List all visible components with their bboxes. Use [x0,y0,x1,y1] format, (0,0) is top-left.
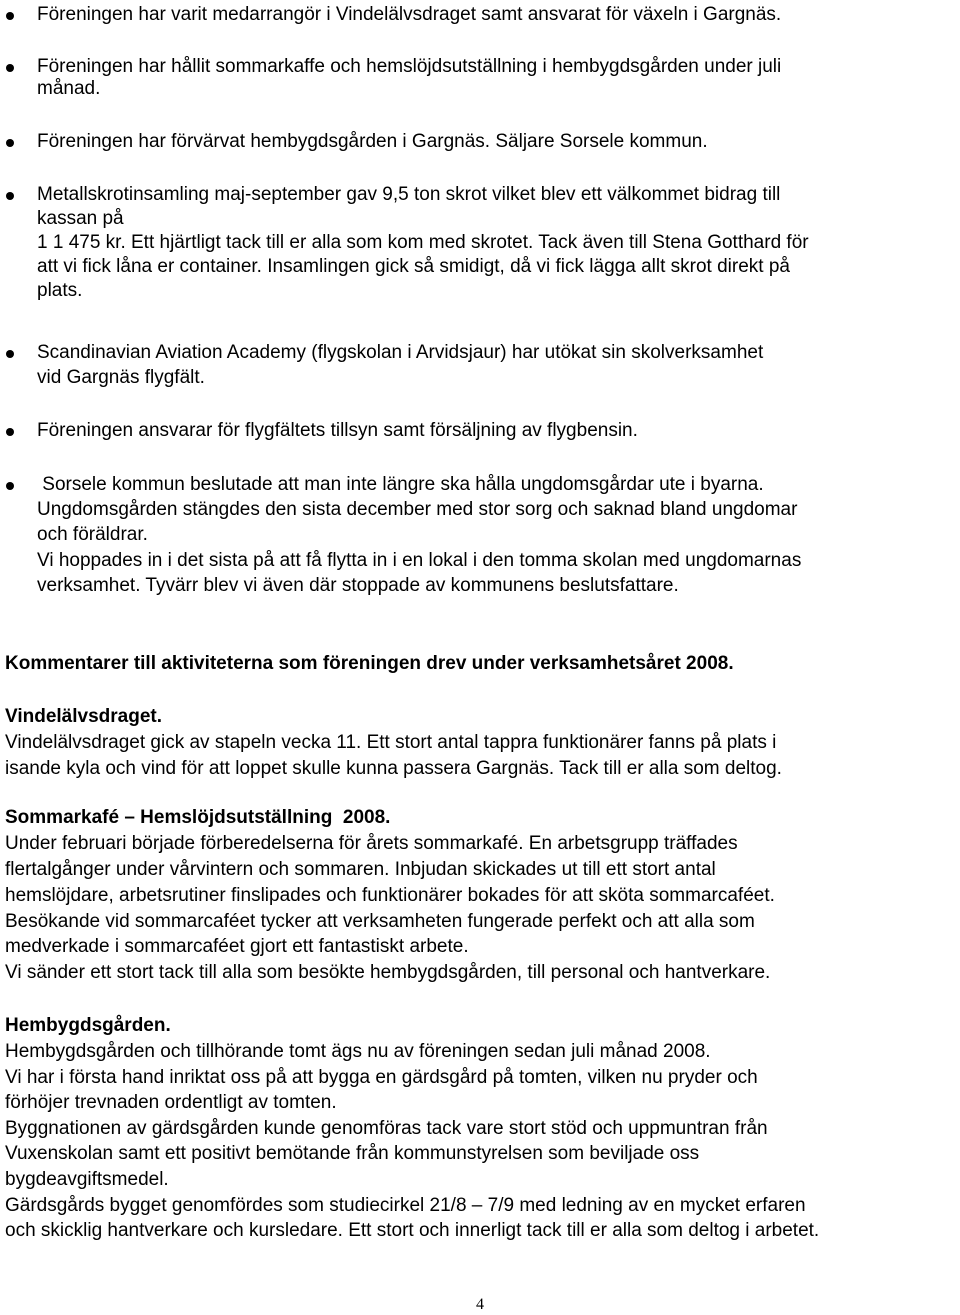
section-heading: Hembygdsgården. [5,1015,171,1036]
section-line: Vi har i första hand inriktat oss på att bygga en gärdsgård på tomten, vilken nu pryder och [5,1067,758,1088]
section-line: Gärdsgårds bygget genomfördes som studiecirkel 21/8 – 7/9 med ledning av en mycket erfaren [5,1195,806,1216]
bullet-dot-icon [6,64,14,72]
section-line: Hembygdsgården och tillhörande tomt ägs nu av föreningen sedan juli månad 2008. [5,1041,711,1062]
section-line: Vindelälvsdraget gick av stapeln vecka 11. Ett stort antal tappra funktionärer fanns på plats i [5,732,777,753]
section-line: Vi sänder ett stort tack till alla som besökte hembygdsgården, till personal och hantverkare. [5,962,771,983]
section-line: flertalgånger under vårvintern och sommaren. Inbjudan skickades ut till ett stort antal [5,859,716,880]
bullet-dot-icon [6,192,14,200]
bullet-line: Föreningen har varit medarrangör i Vindelälvsdraget samt ansvarat för växeln i Gargnäs. [37,4,782,25]
bullet-line: Sorsele kommun beslutade att man inte längre ska hålla ungdomsgårdar ute i byarna. [37,474,764,495]
bullet-line: Metallskrotinsamling maj-september gav 9,5 ton skrot vilket blev ett välkommet bidrag till [37,184,781,205]
section-line: Besökande vid sommarcaféet tycker att verksamheten fungerade perfekt och att alla som [5,911,755,932]
section-heading: Vindelälvsdraget. [5,706,162,727]
comments-heading: Kommentarer till aktiviteterna som föreningen drev under verksamhetsåret 2008. [5,653,734,674]
bullet-line: verksamhet. Tyvärr blev vi även där stoppade av kommunens beslutsfattare. [37,575,679,596]
section-line: Vuxenskolan samt ett positivt bemötande från kommunstyrelsen som beviljade oss [5,1143,700,1164]
bullet-line: Föreningen har förvärvat hembygdsgården i Gargnäs. Säljare Sorsele kommun. [37,131,708,152]
page-number: 4 [476,1296,484,1313]
section-line: förhöjer trevnaden ordentligt av tomten. [5,1092,337,1113]
bullet-dot-icon [6,350,14,358]
section-line: och skicklig hantverkare och kursledare. Ett stort och innerligt tack till er alla som deltog i arbetet. [5,1220,820,1241]
bullet-line: Vi hoppades in i det sista på att få flytta in i en lokal i den tomma skolan med ungdomarnas [37,550,802,571]
section-line: bygdeavgiftsmedel. [5,1169,169,1190]
bullet-line: 1 1 475 kr. Ett hjärtligt tack till er alla som kom med skrotet. Tack även till Stena Gotthard för [37,232,809,253]
section-heading: Sommarkafé – Hemslöjdsutställning 2008. [5,807,391,828]
bullet-dot-icon [6,428,14,436]
bullet-dot-icon [6,139,14,147]
bullet-line: att vi fick låna er container. Insamlingen gick så smidigt, då vi fick lägga allt skrot direkt på [37,256,790,277]
bullet-line: månad. [37,78,101,99]
bullet-line: vid Gargnäs flygfält. [37,367,205,388]
section-line: Under februari började förberedelserna för årets sommarkafé. En arbetsgrupp träffades [5,833,738,854]
bullet-dot-icon [6,12,14,20]
bullet-line: plats. [37,280,83,301]
bullet-line: kassan på [37,208,124,229]
bullet-dot-icon [6,482,14,490]
section-line: Byggnationen av gärdsgården kunde genomföras tack vare stort stöd och uppmuntran från [5,1118,768,1139]
bullet-line: Föreningen ansvarar för flygfältets tillsyn samt försäljning av flygbensin. [37,420,638,441]
bullet-line: Ungdomsgården stängdes den sista december med stor sorg och saknad bland ungdomar [37,499,798,520]
bullet-line: Föreningen har hållit sommarkaffe och hemslöjdsutställning i hembygdsgården under juli [37,56,782,77]
bullet-line: och föräldrar. [37,524,148,545]
section-line: isande kyla och vind för att loppet skulle kunna passera Gargnäs. Tack till er alla som deltog. [5,758,782,779]
section-line: hemslöjdare, arbetsrutiner finslipades och funktionärer bokades för att sköta sommarcaféet. [5,885,775,906]
bullet-line: Scandinavian Aviation Academy (flygskolan i Arvidsjaur) har utökat sin skolverksamhet [37,342,764,363]
section-line: medverkade i sommarcaféet gjort ett fantastiskt arbete. [5,936,469,957]
